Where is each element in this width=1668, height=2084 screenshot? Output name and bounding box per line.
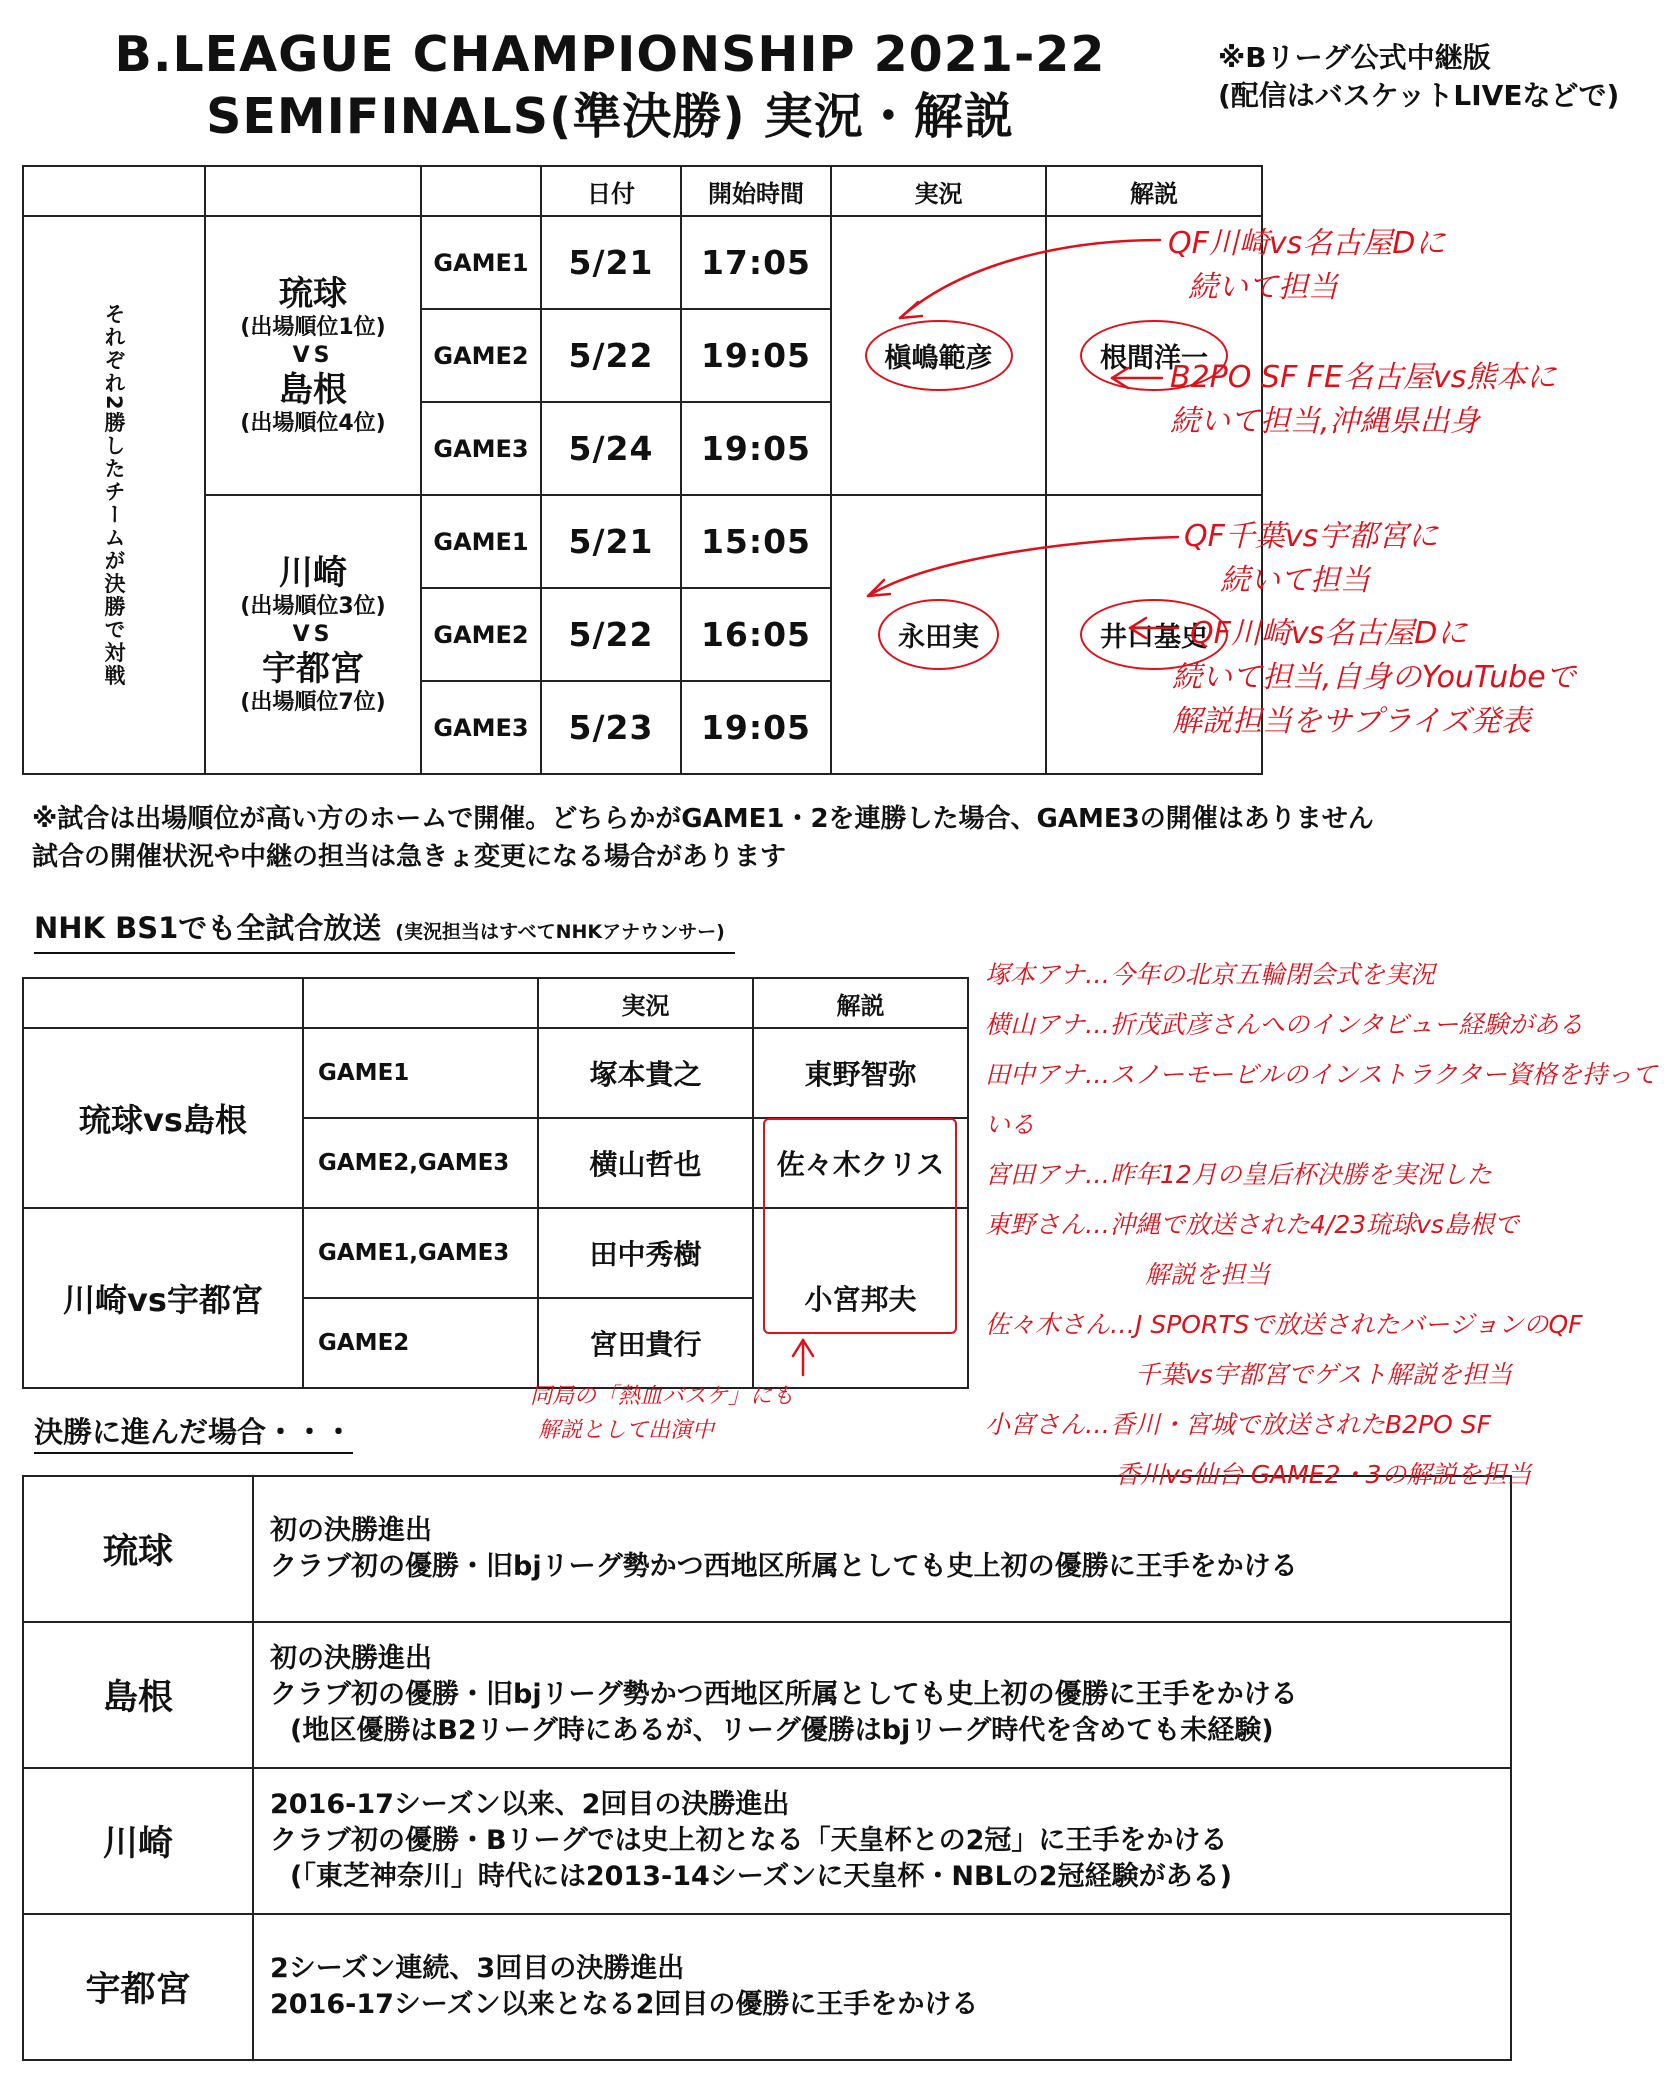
footnote-line: ※試合は出場順位が高い方のホームで開催。どちらかがGAME1・2を連勝した場合、GAME3の開催はありません xyxy=(32,804,1374,834)
broadcast-note-line2: (配信はバスケットLIVEなどで) xyxy=(1218,79,1620,112)
game-label: GAME1 xyxy=(421,495,541,588)
annotation-nagata xyxy=(1184,515,1438,603)
description-line: クラブ初の優勝・旧bjリーグ勢かつ西地区所属としても史上初の優勝に王手をかける xyxy=(270,1679,1298,1710)
team-name: 宇都宮 xyxy=(262,648,364,689)
arrow-nagata-head xyxy=(868,580,890,596)
description-line: クラブ初の優勝・旧bjリーグ勢かつ西地区所属としても史上初の優勝に王手をかける xyxy=(270,1551,1298,1582)
team-seed: (出場順位7位) xyxy=(240,689,386,715)
annotation-line: B2PO SF FE名古屋vs熊本に xyxy=(1170,360,1557,395)
description-line: 2016-17シーズン以来となる2回目の優勝に王手をかける xyxy=(270,1989,979,2020)
game-time: 17:05 xyxy=(681,216,831,309)
announcer-name: 塚本貴之 xyxy=(538,1028,753,1118)
team-name: 宇都宮 xyxy=(23,1914,253,2060)
team-seed: (出場順位4位) xyxy=(240,410,386,436)
game-label: GAME2 xyxy=(303,1298,538,1388)
annotation-line: QF川崎vs名古屋Dに xyxy=(1190,616,1468,651)
annotation-line: 同局の「熱血バスケ」にも xyxy=(530,1384,795,1409)
arrow-makishima xyxy=(900,240,1160,318)
game-label: GAME2 xyxy=(421,309,541,402)
vs-label: VS xyxy=(292,342,334,368)
annotation-line: 東野さん…沖縄で放送された4/23琉球vs島根で xyxy=(985,1210,1519,1239)
header-play-by-play: 実況 xyxy=(538,978,753,1028)
finals-heading: 決勝に進んだ場合・・・ xyxy=(34,1412,353,1454)
annotation-line: 横山アナ…折茂武彦さんへのインタビュー経験がある xyxy=(985,1010,1584,1039)
header-time: 開始時間 xyxy=(681,166,831,216)
annotation-line: QF川崎vs名古屋Dに xyxy=(1168,226,1446,261)
annotation-line: 塚本アナ…今年の北京五輪閉会式を実況 xyxy=(985,960,1436,989)
description-line: 2016-17シーズン以来、2回目の決勝進出 xyxy=(270,1789,790,1820)
header-date: 日付 xyxy=(541,166,681,216)
game-date: 5/22 xyxy=(541,588,681,681)
team-name: 川崎 xyxy=(23,1768,253,1914)
game-date: 5/22 xyxy=(541,309,681,402)
description-line: 2シーズン連続、3回目の決勝進出 xyxy=(270,1953,685,1984)
game-label: GAME1 xyxy=(303,1028,538,1118)
annotation-line: 続いて担当,沖縄県出身 xyxy=(1170,404,1480,439)
matchup-label: 琉球vs島根 xyxy=(23,1028,303,1208)
announcer-name: 永田実 xyxy=(878,599,999,670)
header-play-by-play: 実況 xyxy=(831,166,1046,216)
team-seed: (出場順位3位) xyxy=(240,593,386,619)
analyst-name: 根間洋一 xyxy=(1080,320,1228,391)
game-date: 5/24 xyxy=(541,402,681,495)
analyst-name: 井口基史 xyxy=(1080,599,1228,670)
annotation-line: 宮田アナ…昨年12月の皇后杯決勝を実況した xyxy=(985,1160,1492,1189)
annotation-line: 佐々木さん…J SPORTSで放送されたバージョンのQF xyxy=(985,1310,1583,1339)
footnote-line: 試合の開催状況や中継の担当は急きょ変更になる場合があります xyxy=(32,842,787,872)
header-commentary: 解説 xyxy=(1046,166,1262,216)
arrow-nagata xyxy=(868,537,1178,596)
game-label: GAME1,GAME3 xyxy=(303,1208,538,1298)
annotation-nema xyxy=(1170,356,1556,444)
game-label: GAME3 xyxy=(421,402,541,495)
description-line: 初の決勝進出 xyxy=(270,1643,432,1674)
annotation-line: 千葉vs宇都宮でゲスト解説を担当 xyxy=(1135,1360,1512,1389)
annotation-line: 続いて担当 xyxy=(1188,270,1338,305)
team-name: 川崎 xyxy=(279,552,347,593)
game-label: GAME2,GAME3 xyxy=(303,1118,538,1208)
game-label: GAME1 xyxy=(421,216,541,309)
vs-label: VS xyxy=(292,621,334,647)
annotation-line: 香川vs仙台 GAME2・3の解説を担当 xyxy=(1115,1460,1532,1489)
game-date: 5/21 xyxy=(541,216,681,309)
game-date: 5/23 xyxy=(541,681,681,774)
team-name: 琉球 xyxy=(279,273,347,314)
header-commentary: 解説 xyxy=(753,978,968,1028)
game-time: 15:05 xyxy=(681,495,831,588)
analyst-name: 小宮邦夫 xyxy=(753,1208,968,1388)
annotation-line: QF千葉vs宇都宮に xyxy=(1184,519,1439,554)
description-line: クラブ初の優勝・Bリーグでは史上初となる「天皇杯との2冠」に王手をかける xyxy=(270,1825,1228,1856)
annotation-line: 続いて担当,自身のYouTubeで xyxy=(1172,660,1576,695)
announcer-name: 横山哲也 xyxy=(538,1118,753,1208)
description-line: (地区優勝はB2リーグ時にあるが、リーグ優勝はbjリーグ時代を含めても未経験) xyxy=(290,1715,1274,1746)
analyst-name: 佐々木クリス xyxy=(753,1118,968,1208)
game-label: GAME3 xyxy=(421,681,541,774)
annotation-line: 解説を担当 xyxy=(1145,1260,1271,1289)
team-name: 島根 xyxy=(23,1622,253,1768)
broadcast-note-line1: ※Bリーグ公式中継版 xyxy=(1218,41,1491,74)
page-title: B.LEAGUE CHAMPIONSHIP 2021-22 xyxy=(114,26,1106,83)
description-line: (「東芝神奈川」時代には2013-14シーズンに天皇杯・NBLの2冠経験がある) xyxy=(290,1861,1232,1892)
game-label: GAME2 xyxy=(421,588,541,681)
announcer-name: 田中秀樹 xyxy=(538,1208,753,1298)
team-name: 島根 xyxy=(279,369,347,410)
matchup-label: 川崎vs宇都宮 xyxy=(23,1208,303,1388)
announcer-name: 槇嶋範彦 xyxy=(865,320,1013,391)
page-subtitle: SEMIFINALS(準決勝) 実況・解説 xyxy=(206,88,1014,145)
side-label: それぞれ2勝したチームが決勝で対戦 xyxy=(102,302,126,688)
team-seed: (出場順位1位) xyxy=(240,314,386,340)
analyst-name: 東野智弥 xyxy=(753,1028,968,1118)
game-time: 19:05 xyxy=(681,402,831,495)
description-line: 初の決勝進出 xyxy=(270,1515,432,1546)
announcer-name: 宮田貴行 xyxy=(538,1298,753,1388)
game-time: 19:05 xyxy=(681,681,831,774)
annotation-sasaki xyxy=(530,1380,794,1448)
team-name: 琉球 xyxy=(23,1476,253,1622)
nhk-annotations xyxy=(985,950,1668,1500)
annotation-line: 小宮さん…香川・宮城で放送されたB2PO SF xyxy=(985,1410,1492,1439)
annotation-line: 田中アナ…スノーモービルのインストラクター資格を持っている xyxy=(985,1060,1658,1139)
annotation-line: 解説として出演中 xyxy=(538,1418,715,1443)
game-time: 16:05 xyxy=(681,588,831,681)
annotation-iguchi xyxy=(1172,612,1576,744)
annotation-line: 続いて担当 xyxy=(1220,563,1370,598)
nhk-subheading: (実況担当はすべてNHKアナウンサー) xyxy=(395,921,725,943)
game-time: 19:05 xyxy=(681,309,831,402)
game-date: 5/21 xyxy=(541,495,681,588)
nhk-heading-text: NHK BS1でも全試合放送 xyxy=(34,911,382,945)
annotation-line: 解説担当をサプライズ発表 xyxy=(1172,704,1531,739)
annotation-makishima xyxy=(1168,222,1445,310)
